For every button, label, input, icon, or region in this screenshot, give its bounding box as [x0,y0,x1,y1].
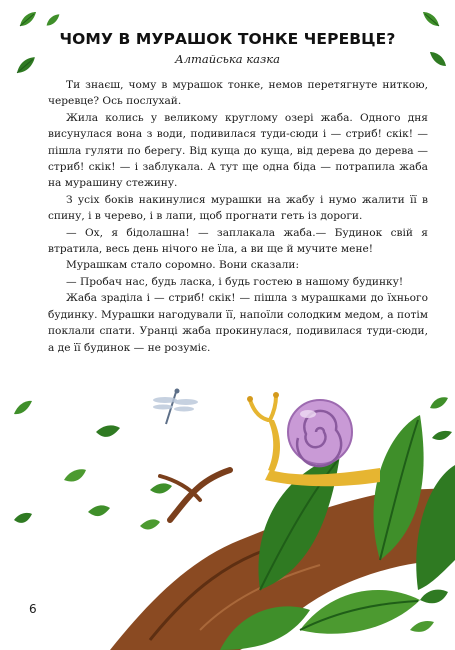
paragraph: З усіх боків накинулися мурашки на жабу і нумо жалити її в спину, і в черево, і в лапи, щоб прогнати геть із дороги. [48,193,428,223]
paragraph: Ти знаєш, чому в мурашок тонке, немов перетягнуте ниткою, черевце? Ось послухай. [48,79,428,108]
paragraph: — Ох, я бідолашна! — заплакала жаба.— Будинок свій я втратила, весь день нічого не їла, а ви ще й мучите мене! [48,226,428,256]
paragraph: Мурашкам стало соромно. Вони сказали: [66,259,300,272]
page-title: ЧОМУ В МУРАШОК ТОНКЕ ЧЕРЕВЦЕ? [59,30,396,48]
page-number: 6 [29,602,37,616]
page-subtitle: Алтайська казка [175,52,280,66]
paragraph: — Пробач нас, будь ласка, і будь гостею в нашому будинку! [66,275,404,288]
paragraph: Жила колись у великому круглому озері жаба. Одного дня висунулася вона з води, подивилася туди-сюди і — стриб! скік! — пішла гуляти по берегу. Від куща до куща, від дерева до дерева — стриб! скік! — і заблукала. А тут ще одна біда — потрапила жаба на мурашину стежину. [48,111,428,190]
dragonfly-icon [153,389,198,425]
paragraph: Жаба зраділа і — стриб! скік! — пішла з мурашками до їхнього будинку. Мурашки нагодували її, напоїли солодким медом, а потім поклали спати. Уранці жаба прокинулася, подивилася туди-сюди, а де її будинок — не розуміє. [48,292,428,354]
